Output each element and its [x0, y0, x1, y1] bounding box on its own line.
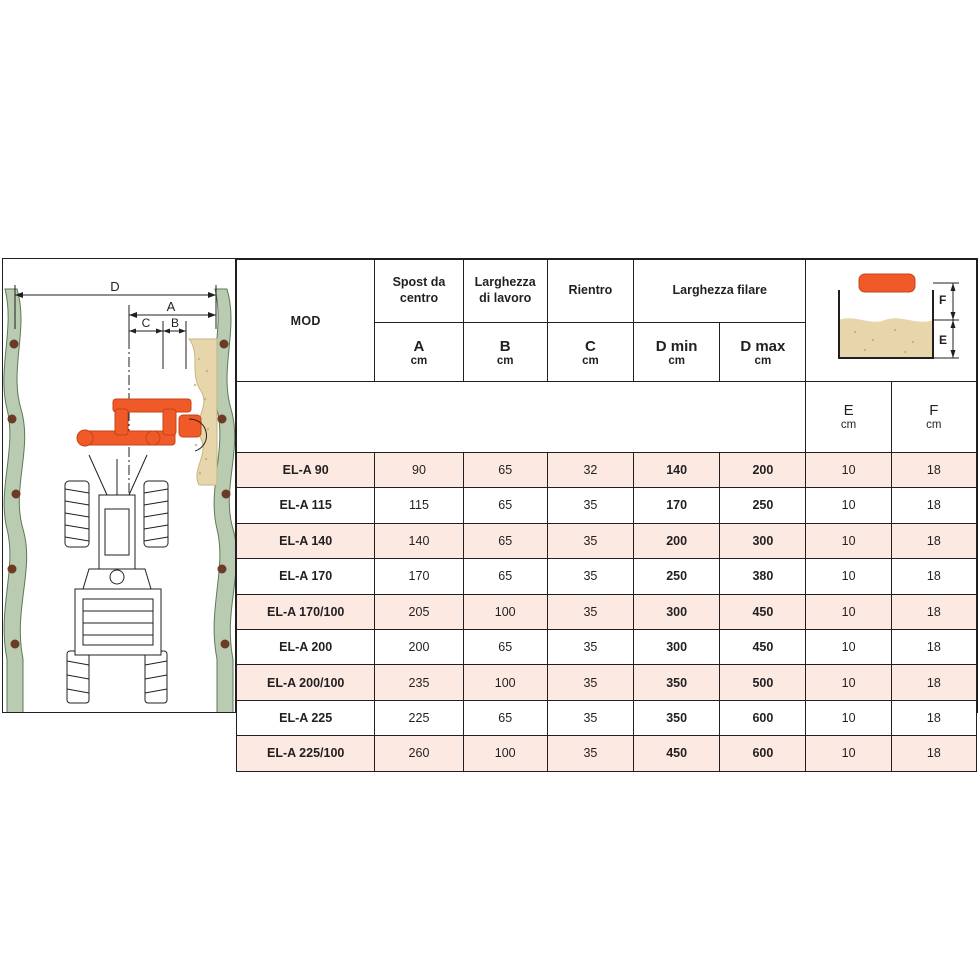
cell-b: 65 [463, 452, 547, 487]
cell-e: 10 [806, 594, 891, 629]
header-dim-dmin [634, 323, 720, 382]
cell-a: 225 [375, 700, 463, 735]
cell-dmax: 300 [720, 523, 806, 558]
cell-e: 10 [806, 736, 891, 772]
header-dim-f [891, 382, 976, 453]
spec-sheet [0, 258, 980, 761]
cell-c: 35 [547, 488, 633, 523]
cell-b: 65 [463, 559, 547, 594]
cell-c: 35 [547, 736, 633, 772]
sketch-label-f: F [939, 293, 947, 307]
cell-e: 10 [806, 559, 891, 594]
table-row [237, 523, 977, 558]
cell-dmin: 170 [634, 488, 720, 523]
cell-dmax: 450 [720, 629, 806, 664]
cell-b: 65 [463, 523, 547, 558]
label-c: C [141, 316, 151, 330]
cell-dmin: 300 [634, 629, 720, 664]
unit-e: cm [840, 419, 857, 432]
dim-letter-c: C [585, 337, 596, 355]
cell-f: 18 [891, 594, 976, 629]
unit-c: cm [582, 354, 599, 367]
dim-letter-b: B [499, 337, 511, 355]
dim-letter-a: A [413, 337, 425, 355]
dim-letter-dmax: D max [740, 337, 786, 355]
cell-model: EL-A 90 [237, 452, 375, 487]
label-b: B [170, 316, 180, 330]
dimension-lines [15, 285, 216, 509]
cell-c: 35 [547, 665, 633, 700]
cell-e: 10 [806, 452, 891, 487]
cell-dmin: 450 [634, 736, 720, 772]
profile-sketch-cell [806, 260, 977, 382]
implement-arm [77, 399, 201, 446]
cell-dmax: 450 [720, 594, 806, 629]
profile-sketch [807, 260, 975, 378]
cell-dmax: 380 [720, 559, 806, 594]
cell-f: 18 [891, 488, 976, 523]
cell-a: 200 [375, 629, 463, 664]
cell-model: EL-A 115 [237, 488, 375, 523]
label-a: A [166, 299, 176, 314]
cell-c: 35 [547, 594, 633, 629]
header-dim-b [463, 323, 547, 382]
header-rientro: Rientro [547, 260, 633, 323]
dim-letter-f: F [929, 402, 939, 420]
cell-model: EL-A 200 [237, 629, 375, 664]
cell-dmin: 200 [634, 523, 720, 558]
soil-mound [189, 339, 217, 485]
cell-model: EL-A 225 [237, 700, 375, 735]
cell-dmin: 350 [634, 700, 720, 735]
cell-f: 18 [891, 700, 976, 735]
cell-b: 65 [463, 488, 547, 523]
table-row [237, 488, 977, 523]
cell-dmax: 250 [720, 488, 806, 523]
cell-f: 18 [891, 736, 976, 772]
vine-row-left [4, 289, 27, 712]
table-row [237, 452, 977, 487]
sketch-label-e: E [939, 333, 948, 347]
cell-e: 10 [806, 488, 891, 523]
cell-c: 35 [547, 629, 633, 664]
dimension-labels [110, 279, 179, 330]
tractor-sketch [65, 455, 168, 703]
header-dim-dmax [720, 323, 806, 382]
machine-diagram [3, 259, 235, 712]
header-larghezza-di-lavoro [463, 260, 547, 323]
cell-a: 235 [375, 665, 463, 700]
cell-a: 90 [375, 452, 463, 487]
cell-a: 170 [375, 559, 463, 594]
cell-f: 18 [891, 665, 976, 700]
table-row [237, 629, 977, 664]
cell-b: 65 [463, 629, 547, 664]
cell-dmax: 200 [720, 452, 806, 487]
dim-letter-e: E [843, 402, 854, 420]
cell-c: 35 [547, 559, 633, 594]
table-header-row-ef [237, 382, 977, 453]
table-row [237, 559, 977, 594]
unit-b: cm [496, 354, 514, 367]
unit-f: cm [926, 419, 942, 432]
header-larghezza-lavoro-line2: di lavoro [479, 291, 532, 306]
label-d: D [110, 279, 120, 294]
cell-model: EL-A 170 [237, 559, 375, 594]
header-larghezza-filare: Larghezza filare [634, 260, 806, 323]
cell-f: 18 [891, 629, 976, 664]
cell-b: 100 [463, 736, 547, 772]
header-spost-da-centro [375, 260, 463, 323]
header-dim-e [806, 382, 891, 453]
table-row [237, 736, 977, 772]
cell-c: 32 [547, 452, 633, 487]
cell-c: 35 [547, 523, 633, 558]
unit-a: cm [410, 354, 428, 367]
cell-e: 10 [806, 700, 891, 735]
cell-dmax: 600 [720, 700, 806, 735]
table-header-row-1 [237, 260, 977, 323]
cell-model: EL-A 140 [237, 523, 375, 558]
cell-dmin: 140 [634, 452, 720, 487]
cell-dmin: 300 [634, 594, 720, 629]
header-spost-line2: centro [399, 291, 439, 306]
table-row [237, 594, 977, 629]
cell-a: 205 [375, 594, 463, 629]
cell-b: 100 [463, 594, 547, 629]
cell-a: 140 [375, 523, 463, 558]
cell-b: 100 [463, 665, 547, 700]
cell-a: 260 [375, 736, 463, 772]
cell-model: EL-A 225/100 [237, 736, 375, 772]
cell-a: 115 [375, 488, 463, 523]
table-body [237, 382, 977, 772]
table-row [237, 665, 977, 700]
cell-f: 18 [891, 559, 976, 594]
cell-model: EL-A 170/100 [237, 594, 375, 629]
cell-dmin: 350 [634, 665, 720, 700]
cell-dmax: 600 [720, 736, 806, 772]
cell-dmin: 250 [634, 559, 720, 594]
unit-dmin: cm [668, 354, 685, 367]
unit-dmax: cm [754, 354, 772, 367]
cell-e: 10 [806, 523, 891, 558]
cell-f: 18 [891, 523, 976, 558]
specification-table [236, 259, 977, 772]
cell-e: 10 [806, 629, 891, 664]
header-dim-c [547, 323, 633, 382]
cell-b: 65 [463, 700, 547, 735]
header-dim-a [375, 323, 463, 382]
header-spost-line1: Spost da [392, 275, 446, 290]
table-row [237, 700, 977, 735]
header-larghezza-lavoro-line1: Larghezza [474, 275, 536, 290]
dim-letter-dmin: D min [655, 337, 698, 355]
cell-c: 35 [547, 700, 633, 735]
cell-dmax: 500 [720, 665, 806, 700]
header-mod: MOD [237, 260, 375, 382]
cell-f: 18 [891, 452, 976, 487]
cell-e: 10 [806, 665, 891, 700]
cell-model: EL-A 200/100 [237, 665, 375, 700]
machine-diagram-panel [2, 258, 236, 713]
spec-table-panel [236, 258, 978, 761]
